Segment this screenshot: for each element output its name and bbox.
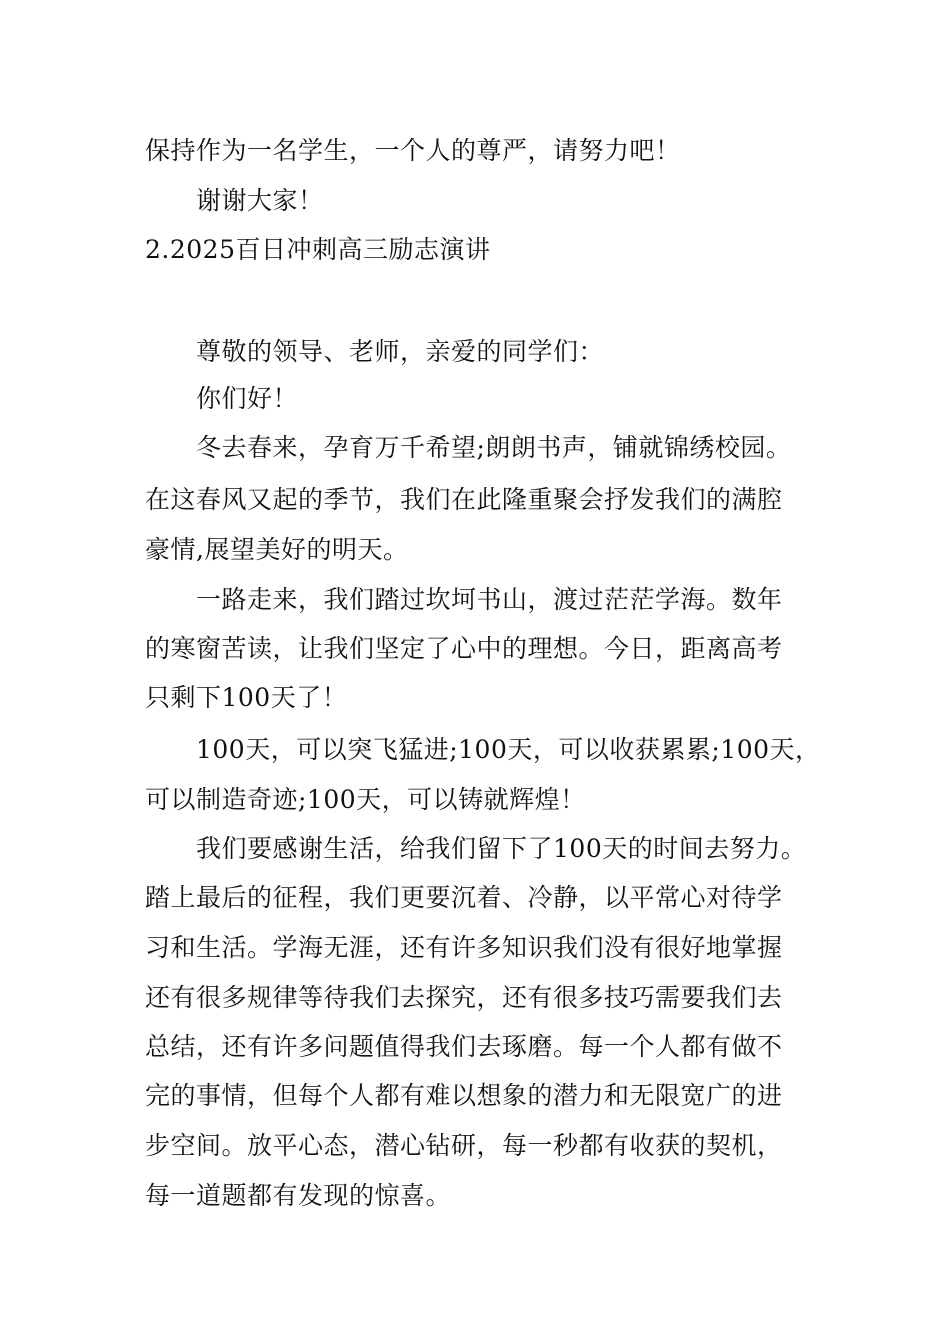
section-heading: 2.2025百日冲刺高三励志演讲: [145, 235, 491, 264]
paragraph-line: 还有很多规律等待我们去探究，还有很多技巧需要我们去: [145, 983, 783, 1012]
paragraph-line: 冬去春来，孕育万千希望;朗朗书声，铺就锦绣校园。: [196, 433, 792, 462]
paragraph-line: 总结，还有许多问题值得我们去琢磨。每一个人都有做不: [145, 1032, 783, 1061]
paragraph-line: 完的事情，但每个人都有难以想象的潜力和无限宽广的进: [145, 1081, 783, 1110]
paragraph-line: 的寒窗苦读，让我们坚定了心中的理想。今日，距离高考: [145, 634, 783, 663]
paragraph-line: 踏上最后的征程，我们更要沉着、冷静，以平常心对待学: [145, 883, 783, 912]
paragraph-line: 在这春风又起的季节，我们在此隆重聚会抒发我们的满腔: [145, 485, 783, 514]
paragraph-line: 只剩下100天了！: [145, 683, 348, 712]
paragraph-thanks: 谢谢大家！: [196, 186, 324, 215]
paragraph-line: 每一道题都有发现的惊喜。: [145, 1181, 452, 1210]
speech-greeting: 你们好！: [196, 384, 299, 413]
speech-salutation: 尊敬的领导、老师，亲爱的同学们：: [196, 337, 605, 366]
paragraph-line: 一路走来，我们踏过坎坷书山，渡过茫茫学海。数年: [196, 585, 783, 614]
paragraph-line: 100天，可以突飞猛进;100天，可以收获累累;100天，: [196, 735, 821, 764]
paragraph-closing-line: 保持作为一名学生，一个人的尊严，请努力吧！: [145, 136, 681, 165]
paragraph-line: 豪情,展望美好的明天。: [145, 535, 409, 564]
paragraph-line: 习和生活。学海无涯，还有许多知识我们没有很好地掌握: [145, 933, 783, 962]
paragraph-line: 我们要感谢生活，给我们留下了100天的时间去努力。: [196, 834, 807, 863]
paragraph-line: 可以制造奇迹;100天，可以铸就辉煌！: [145, 785, 586, 814]
paragraph-line: 步空间。放平心态，潜心钻研，每一秒都有收获的契机，: [145, 1131, 783, 1160]
